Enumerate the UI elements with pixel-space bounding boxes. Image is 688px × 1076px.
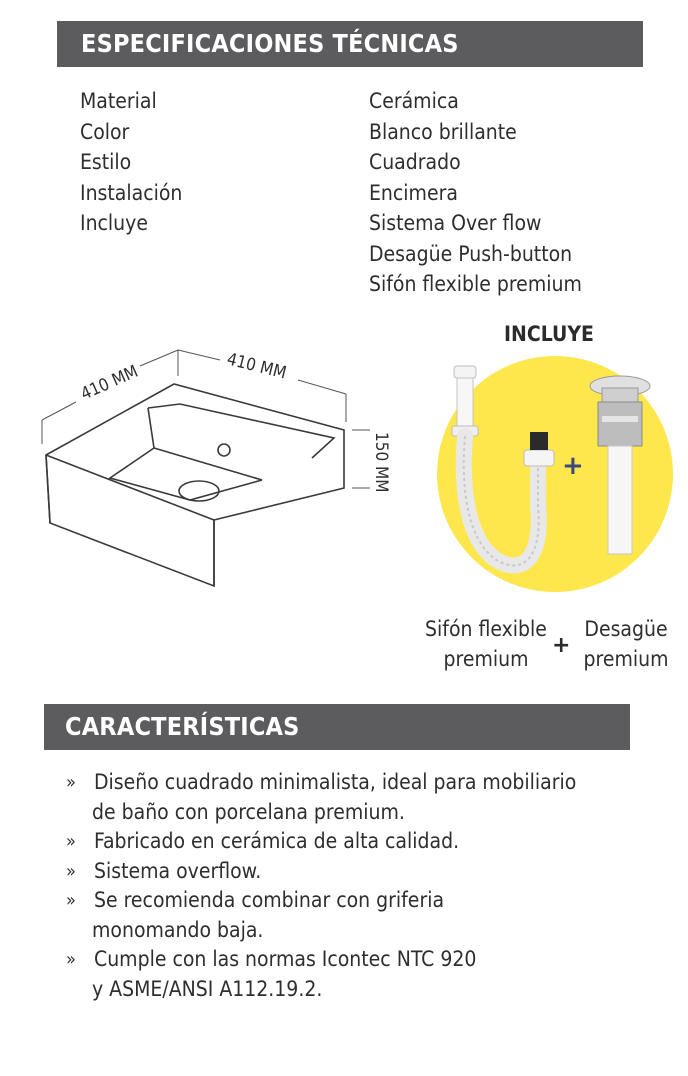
caption-plus-icon: +: [552, 633, 571, 658]
dim-line-width-b: [298, 380, 346, 394]
spec-value-includes-1: Sistema Over flow: [369, 211, 542, 235]
caption-siphon: [420, 614, 552, 674]
dim-line-depth-a: [42, 402, 76, 420]
caption-siphon-line1: Sifón flexible: [425, 617, 547, 641]
includes-illustration: [430, 356, 680, 592]
spec-label-material: Material: [80, 89, 157, 113]
caption-drain-line1: Desagüe: [584, 617, 668, 641]
bullet-icon: »: [66, 831, 76, 852]
dim-depth-label: 410 MM: [77, 361, 142, 405]
feature-text: Se recomienda combinar con griferia: [94, 888, 445, 912]
features-list: [66, 768, 666, 1004]
list-item: [66, 886, 666, 945]
feature-text: Fabricado en cerámica de alta calidad.: [94, 829, 460, 853]
list-item: [66, 945, 666, 1004]
spec-value-installation: Encimera: [369, 180, 458, 205]
bullet-icon: »: [66, 772, 76, 793]
feature-text-cont: de baño con porcelana premium.: [92, 799, 405, 824]
dim-line-width-a: [178, 350, 220, 360]
bullet-icon: »: [66, 949, 76, 970]
spec-label-includes: Incluye: [80, 211, 148, 235]
list-item: [66, 827, 666, 857]
spec-label-color: Color: [80, 119, 130, 144]
spec-label-style: Estilo: [80, 150, 132, 174]
feature-text: Diseño cuadrado minimalista, ideal para mobiliario: [94, 770, 577, 794]
spec-value-style: Cuadrado: [369, 150, 461, 174]
feature-text: Cumple con las normas Icontec NTC 920: [94, 947, 477, 971]
spec-labels: [80, 86, 182, 239]
dim-line-depth-b: [140, 350, 178, 366]
spec-value-includes-2: Desagüe Push-button: [369, 241, 573, 266]
feature-text-cont: monomando baja.: [92, 917, 264, 942]
spec-value-material: Cerámica: [369, 89, 459, 113]
includes-title: INCLUYE: [504, 322, 594, 346]
feature-text-cont: y ASME/ANSI A112.19.2.: [92, 976, 323, 1001]
dim-width-label: 410 MM: [224, 349, 289, 384]
spec-value-color: Blanco brillante: [369, 119, 517, 144]
dim-height-label: 150 MM: [371, 432, 391, 493]
spec-values: [369, 86, 582, 300]
bullet-icon: »: [66, 860, 76, 882]
basin-dimension-drawing: [30, 340, 410, 600]
spec-section-title: ESPECIFICACIONES TÉCNICAS: [57, 21, 643, 67]
caption-drain: [578, 614, 674, 674]
caption-drain-line2: premium: [583, 647, 669, 671]
list-item: [66, 768, 666, 827]
plus-icon: +: [562, 451, 584, 481]
spec-label-installation: Instalación: [80, 180, 183, 205]
caption-siphon-line2: premium: [443, 647, 529, 671]
features-section-title: CARACTERÍSTICAS: [44, 704, 630, 750]
spec-value-includes-3: Sifón flexible premium: [369, 272, 582, 296]
list-item: [66, 857, 666, 887]
feature-text: Sistema overflow.: [94, 858, 262, 883]
basin-outline: [46, 384, 344, 586]
bullet-icon: »: [66, 890, 76, 911]
